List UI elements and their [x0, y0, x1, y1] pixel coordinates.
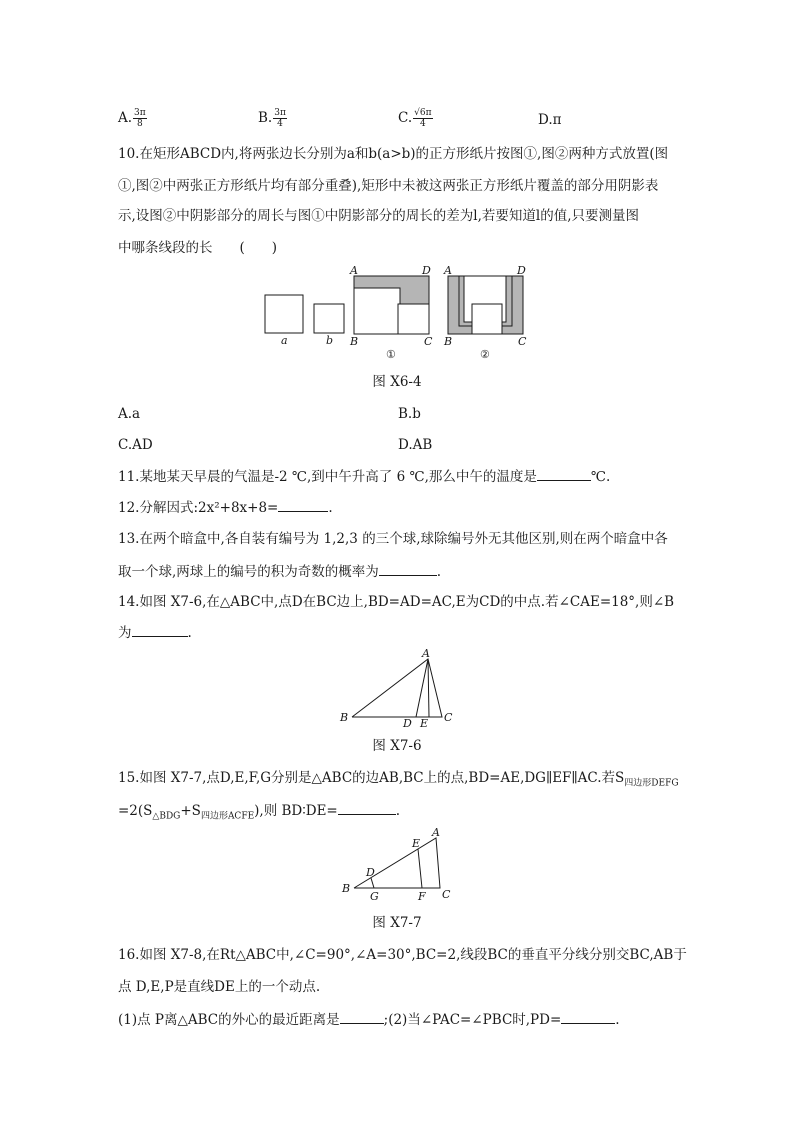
figure1-label-B: B: [350, 335, 359, 348]
figure-x7-6-caption: 图 X7-6: [372, 738, 422, 754]
q9-option-a-label: A.: [118, 110, 133, 126]
triangle-abc-2: [354, 838, 440, 888]
q9-option-c-denominator: 4: [419, 119, 426, 129]
q12-answer-blank: [278, 497, 328, 512]
q9-option-c-label: C.: [398, 110, 413, 126]
q9-option-c-numerator: √6π: [414, 108, 432, 118]
q12-end: .: [328, 500, 333, 516]
q10-option-b: B.b: [398, 406, 421, 422]
label-b: b: [326, 334, 334, 347]
q14-text-2: 为: [118, 625, 132, 641]
x7-7-label-B: B: [342, 882, 351, 895]
figure2-label-A: A: [444, 264, 452, 277]
q10-option-a: A.a: [118, 406, 141, 422]
x7-6-label-C: C: [444, 711, 453, 724]
x7-7-label-E: E: [412, 837, 421, 850]
q16-part2-answer-blank: [561, 1009, 615, 1024]
q11-text: 11.某地某天早晨的气温是-2 ℃,到中午升高了 6 ℃,那么中午的温度是: [118, 469, 537, 485]
q9-option-a-fraction: [133, 108, 147, 129]
x7-7-label-A: A: [432, 826, 440, 839]
q16-line-1: 16.如图 X7-8,在Rt△ABC中,∠C=90°,∠A=30°,BC=2,线段BC的垂直平分线分别交BC,AB于: [118, 947, 687, 963]
square-b: [314, 304, 344, 333]
figure-x6-4: [258, 264, 548, 362]
square-a: [265, 295, 303, 333]
figure1-square-b: [398, 304, 429, 334]
q16-part1-text: (1)点 P离△ABC的外心的最近距离是: [118, 1012, 340, 1028]
figure-x7-6: [336, 644, 466, 730]
q10-option-c: C.AD: [118, 437, 153, 453]
q10-line-1: 10.在矩形ABCD内,将两张边长分别为a和b(a>b)的正方形纸片按图①,图②两种方式放置(图: [118, 146, 669, 162]
label-a: a: [281, 334, 288, 347]
q16-line-3: [118, 1009, 678, 1030]
x7-6-label-E: E: [420, 717, 429, 730]
q9-option-c: [398, 108, 433, 129]
segment-ad: [416, 659, 428, 717]
q13-end: .: [436, 564, 442, 580]
q11-unit: ℃.: [590, 469, 611, 485]
x7-6-label-B: B: [340, 711, 349, 724]
x7-6-label-D: D: [403, 717, 412, 730]
q15-answer-blank: [338, 800, 396, 815]
q9-option-a: [118, 108, 147, 129]
x7-6-label-A: A: [422, 647, 430, 660]
q11-answer-blank: [537, 466, 591, 481]
q15-end: .: [395, 803, 401, 819]
figure2-number: ②: [480, 348, 490, 361]
q15-text-2b: +S: [180, 803, 201, 819]
q10-option-d: D.AB: [398, 437, 433, 453]
q10-line-2: ①,图②中两张正方形纸片均有部分重叠),矩形中未被这两张正方形纸片覆盖的部分用阴影表: [118, 178, 659, 194]
segment-ae: [428, 659, 429, 717]
figure2-label-D: D: [517, 264, 526, 277]
q15-subscript-bdg: △BDG: [152, 811, 181, 822]
figure1-label-C: C: [424, 335, 433, 348]
figure1-square-a: [354, 288, 400, 334]
q9-option-b-fraction: [273, 108, 287, 129]
x7-7-label-D: D: [366, 866, 375, 879]
figure2-square-b: [472, 304, 502, 334]
q16-part2-end: .: [615, 1012, 620, 1028]
q9-option-b-denominator: 4: [277, 119, 283, 129]
q14-end: .: [187, 625, 192, 641]
q15-text-2a: =2(S: [118, 803, 153, 819]
q15-text-2c: ),则 BD∶DE=: [254, 803, 338, 819]
q9-option-b-label: B.: [258, 110, 273, 126]
q9-option-d: D.π: [538, 112, 562, 128]
q16-line-2: 点 D,E,P是直线DE上的一个动点.: [118, 979, 321, 995]
figure-x7-7-caption: 图 X7-7: [372, 915, 422, 931]
figure-x6-4-caption: 图 X6-4: [372, 374, 422, 390]
q15-subscript-defg: 四边形DEFG: [624, 778, 679, 789]
q16-part2-text: (2)当∠PAC=∠PBC时,PD=: [388, 1012, 562, 1028]
x7-7-label-C: C: [442, 888, 451, 901]
x7-7-label-F: F: [418, 890, 426, 903]
q9-option-b-numerator: 3π: [274, 108, 286, 118]
q15-text-1: 15.如图 X7-7,点D,E,F,G分别是△ABC的边AB,BC上的点,BD=AE,DG∥EF∥AC.若S: [118, 770, 625, 786]
q9-option-c-fraction: [413, 108, 432, 129]
segment-ef: [418, 849, 422, 888]
figure1-label-D: D: [422, 264, 431, 277]
q13-line-1: 13.在两个暗盒中,各自装有编号为 1,2,3 的三个球,球除编号外无其他区别,则在两个暗盒中各: [118, 531, 668, 547]
q12-text: 12.分解因式:2x²+8x+8=: [118, 500, 279, 516]
q13-answer-blank: [379, 561, 437, 576]
q15-subscript-acfe: 四边形ACFE: [200, 811, 255, 822]
figure-x7-7: [336, 826, 460, 904]
figure2-label-C: C: [518, 335, 527, 348]
q14-answer-blank: [132, 622, 188, 637]
q13-line-2: [118, 561, 678, 582]
q14-line-1: 14.如图 X7-6,在△ABC中,点D在BC边上,BD=AD=AC,E为CD的中点.若∠CAE=18°,则∠B: [118, 594, 675, 610]
q15-line-2: [118, 800, 678, 827]
q11-line: [118, 466, 678, 487]
q9-option-a-denominator: 8: [137, 119, 143, 129]
segment-dg: [371, 878, 374, 888]
q16-part1-answer-blank: [340, 1009, 384, 1024]
q13-text-2: 取一个球,两球上的编号的积为奇数的概率为: [118, 564, 379, 580]
q9-option-a-numerator: 3π: [134, 108, 146, 118]
q10-line-4: 中哪条线段的长 ( ): [118, 240, 278, 256]
figure2-label-B: B: [444, 335, 453, 348]
q16-part1-end: ;: [383, 1012, 389, 1028]
q10-line-3: 示,设图②中阴影部分的周长与图①中阴影部分的周长的差为l,若要知道l的值,只要测量图: [118, 208, 640, 224]
x7-7-label-G: G: [370, 890, 379, 903]
q9-option-b: [258, 108, 287, 129]
figure1-label-A: A: [350, 264, 358, 277]
figure1-number: ①: [386, 348, 396, 361]
q14-line-2: [118, 622, 678, 643]
q15-line-1: [118, 768, 678, 794]
q12-line: [118, 497, 678, 518]
